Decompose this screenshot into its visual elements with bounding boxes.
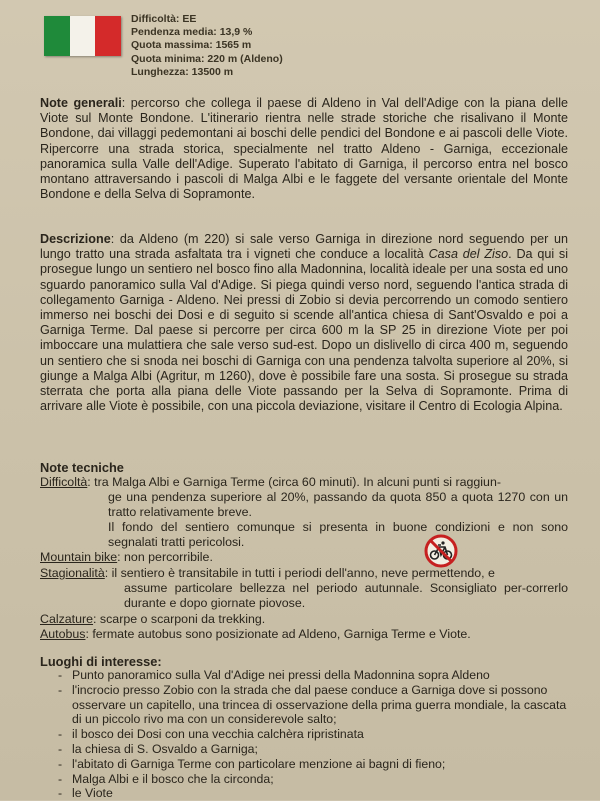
note-tecniche-heading: Note tecniche: [40, 460, 124, 475]
descrizione-text-1: : da Aldeno (m 220) si sale verso Garniga in direzione nord seguendo per un lungo tratto una strada asfaltata tra i vigneti che conduce a località: [40, 232, 568, 262]
stagionalita-cont: assume particolare bellezza nel periodo autunnale. Sconsigliato per-correrlo durante e dopo giornate piovose.: [124, 581, 568, 610]
flag-red-band: [95, 16, 121, 56]
difficolta-cont-1: ge una pendenza superiore al 20%, passando da quota 850 a quota 1270 con un tratto relativamente breve.: [108, 490, 568, 519]
autobus-line: [40, 627, 570, 642]
italian-flag: [44, 16, 121, 56]
stat-lunghezza: Lunghezza: 13500 m: [131, 65, 234, 78]
trail-stats: [131, 13, 283, 79]
mountain-bike-text: : non percorribile.: [117, 550, 213, 564]
autobus-text: : fermate autobus sono posizionate ad Aldeno, Garniga Terme e Viote.: [85, 627, 471, 641]
difficolta-text: : tra Malga Albi e Garniga Terme (circa 60 minuti). In alcuni punti si raggiun-: [87, 475, 501, 489]
list-item: - la chiesa di S. Osvaldo a Garniga;: [56, 742, 576, 757]
list-item: - Punto panoramico sulla Val d'Adige nei pressi della Madonnina sopra Aldeno: [56, 668, 576, 683]
flag-white-band: [70, 16, 96, 56]
stat-quota-massima: Quota massima: 1565 m: [131, 39, 252, 52]
list-item: - Malga Albi e il bosco che la circonda;: [56, 772, 576, 787]
list-item: - le Viote: [56, 786, 576, 801]
difficolta-label: Difficoltà: [40, 475, 88, 489]
descrizione-paragraph: [40, 232, 568, 414]
stagionalita-line: [40, 566, 570, 581]
flag-green-band: [44, 16, 70, 56]
stagionalita-label: Stagionalità: [40, 566, 105, 580]
calzature-label: Calzature: [40, 612, 94, 626]
calzature-text: : scarpe o scarponi da trekking.: [93, 612, 266, 626]
luoghi-list: [56, 668, 576, 801]
stat-difficolta: Difficoltà: EE: [131, 13, 197, 25]
descrizione-place: Casa del Ziso: [428, 247, 509, 262]
stagionalita-text: : il sentiero è transitabile in tutti i periodi dell'anno, neve permettendo, e: [104, 566, 495, 580]
difficolta-line: [40, 475, 570, 490]
stat-quota-minima: Quota minima: 220 m (Aldeno): [131, 52, 283, 65]
descrizione-text-2: . Da qui si prosegue lungo un sentiero nel bosco fino alla Madonnina, località ideale per una sosta ed uno sguardo panoramico sulla Val d'Adige. Si piega quindi verso nord, seguendo l'antica strada di collegamento Garniga - Aldeno. Nei pressi di Zobio si devia percorrendo un comodo sentiero immerso nei boschi dei Dosi e di seguito si scende all'antica chiesa di Sant'Osvaldo e poi a Garniga Terme. Dal paese si percorre per circa 600 m la SP 25 in direzione Viote per poi imboccare una mulattiera che sale verso sud-est. Dopo un dislivello di circa 400 m, seguendo un sentiero che si snoda nei boschi di Garniga con una pendenza talvolta superiore al 20%, si giunge a Malga Albi (Agritur, m 1260), dove è possibile fare una sosta. Si prosegue su strada sterrata che porta alla piana delle Viote passando per la Selva di Sopramonte. Prima di arrivare alle Viote è possibile, con una piccola deviazione, visitare il Centro di Ecologia Alpina.: [40, 247, 569, 414]
autobus-label: Autobus: [40, 627, 86, 641]
list-item: - l'incrocio presso Zobio con la strada che dal paese conduce a Garniga dove si possono osservare un capitello, una trincea di osservazione della prima guerra mondiale, la cascata di un piccolo rivo ma con un considerevole salto;: [56, 683, 576, 727]
difficolta-cont-2: Il fondo del sentiero comunque si presenta in buone condizioni e non sono segnalati tratti pericolosi.: [108, 520, 568, 549]
note-generali-text: : percorso che collega il paese di Aldeno in Val dell'Adige con la piana delle Viote sul Monte Bondone. L'itinerario rientra nelle strade storiche che risalivano il Monte Bondone, dai villaggi pedemontani ai boschi delle pendici del Bondone e ai pascoli delle Viote. Ripercorre una strada storica, specialmente nel tratto Aldeno - Garniga, eccezionale panoramica sulla Valle dell'Adige. Superato l'abitato di Garniga, il percorso entra nel bosco montano attraversando i pascoli di Malga Albi e le faggete del versante orientale del Monte Bondone e della Selva di Sopramonte.: [40, 96, 568, 202]
luoghi-heading: Luoghi di interesse:: [40, 654, 162, 669]
descrizione-label: Descrizione: [40, 232, 111, 246]
mountain-bike-label: Mountain bike: [40, 550, 118, 564]
note-generali-paragraph: [40, 96, 568, 202]
note-generali-label: Note generali: [40, 96, 122, 110]
stat-pendenza: Pendenza media: 13,9 %: [131, 26, 253, 39]
mountain-bike-line: [40, 550, 570, 565]
list-item: - l'abitato di Garniga Terme con particolare menzione ai bagni di fieno;: [56, 757, 576, 772]
list-item: - il bosco dei Dosi con una vecchia calchèra ripristinata: [56, 727, 576, 742]
calzature-line: [40, 612, 570, 627]
